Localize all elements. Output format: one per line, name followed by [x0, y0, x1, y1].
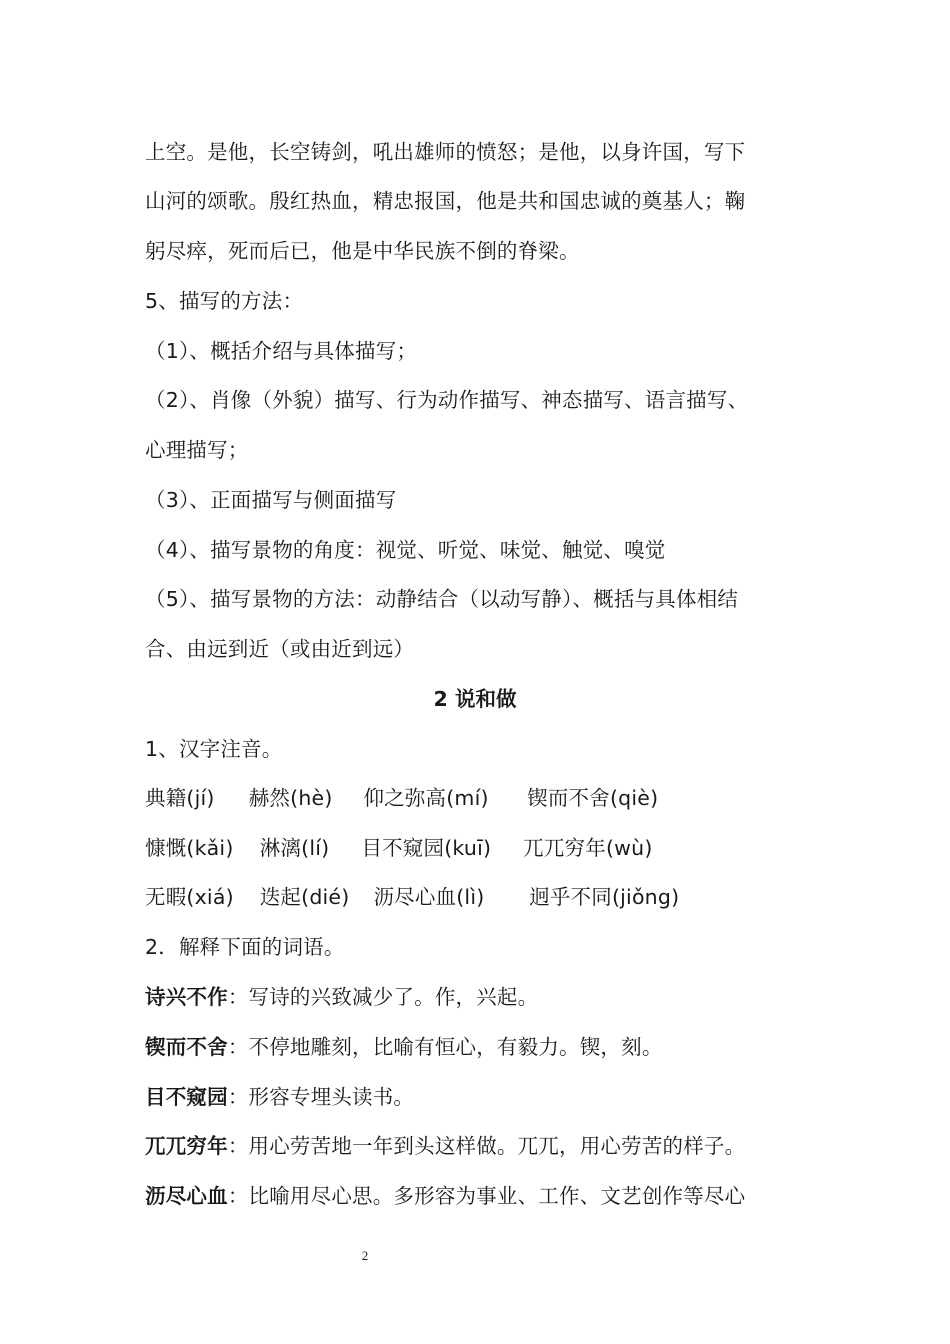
list-item: （1）、概括介绍与具体描写；: [145, 339, 418, 363]
pinyin-entry: 迭起(dié): [259, 885, 350, 909]
pinyin-entry: 沥尽心血(lì): [373, 885, 485, 909]
paragraph-line: 山河的颂歌。殷红热血，精忠报国，他是共和国忠诚的奠基人；鞠: [145, 189, 746, 213]
definition-term: 目不窥园: [145, 1085, 228, 1109]
pinyin-entry: 迥乎不同(jiǒng): [529, 885, 680, 909]
pinyin-entry: 仰之弥高(mí): [363, 786, 489, 810]
definition-text: 写诗的兴致减少了。作，兴起。: [248, 985, 539, 1009]
question-heading: 1、汉字注音。: [145, 737, 283, 761]
list-item: （5）、描写景物的方法：动静结合（以动写静）、概括与具体相结: [145, 587, 739, 611]
pinyin-entry: 目不窥园(kuī): [361, 836, 492, 860]
pinyin-entry: 赫然(hè): [248, 786, 333, 810]
definition-entry: [145, 1131, 745, 1161]
list-item: （3）、正面描写与侧面描写: [145, 488, 397, 512]
pinyin-entry: 锲而不舍(qiè): [527, 786, 659, 810]
pinyin-row: [145, 882, 679, 912]
definition-term: 兀兀穷年: [145, 1134, 228, 1158]
pinyin-row: [145, 783, 658, 813]
pinyin-entry: 典籍(jí): [145, 786, 215, 810]
definition-entry: [145, 1082, 414, 1112]
definition-entry: [145, 982, 538, 1012]
pinyin-entry: 慷慨(kǎi): [145, 836, 234, 860]
paragraph-line: 上空。是他，长空铸剑，吼出雄师的愤怒；是他，以身许国，写下: [145, 140, 746, 164]
definition-term: 诗兴不作: [145, 985, 228, 1009]
definition-entry: [145, 1181, 745, 1211]
definition-separator: ：: [227, 985, 249, 1009]
definition-term: 锲而不舍: [145, 1035, 228, 1059]
definition-separator: ：: [227, 1134, 249, 1158]
list-item-continuation: 合、由远到近（或由近到远）: [145, 637, 415, 661]
page-number: 2: [361, 1248, 369, 1263]
list-item-continuation: 心理描写；: [145, 438, 249, 462]
definition-text: 比喻用尽心思。多形容为事业、工作、文艺创作等尽心: [248, 1184, 746, 1208]
list-item: （4）、描写景物的角度：视觉、听觉、味觉、触觉、嗅觉: [145, 538, 666, 562]
section-heading: 5、描写的方法：: [145, 289, 304, 313]
definition-separator: ：: [227, 1184, 249, 1208]
definition-text: 形容专埋头读书。: [248, 1085, 415, 1109]
pinyin-entry: 淋漓(lí): [259, 836, 330, 860]
pinyin-entry: 无暇(xiá): [145, 885, 234, 909]
pinyin-row: [145, 833, 653, 863]
definition-text: 不停地雕刻，比喻有恒心，有毅力。锲，刻。: [248, 1035, 663, 1059]
definition-term: 沥尽心血: [145, 1184, 228, 1208]
definition-text: 用心劳苦地一年到头这样做。兀兀，用心劳苦的样子。: [248, 1134, 746, 1158]
question-heading: 2．解释下面的词语。: [145, 935, 345, 959]
definition-separator: ：: [227, 1035, 249, 1059]
lesson-title: 2 说和做: [433, 687, 517, 711]
paragraph-line: 躬尽瘁，死而后已，他是中华民族不倒的脊梁。: [145, 239, 580, 263]
list-item: （2）、肖像（外貌）描写、行为动作描写、神态描写、语言描写、: [145, 388, 749, 412]
pinyin-entry: 兀兀穷年(wù): [523, 836, 653, 860]
definition-entry: [145, 1032, 663, 1062]
definition-separator: ：: [227, 1085, 249, 1109]
